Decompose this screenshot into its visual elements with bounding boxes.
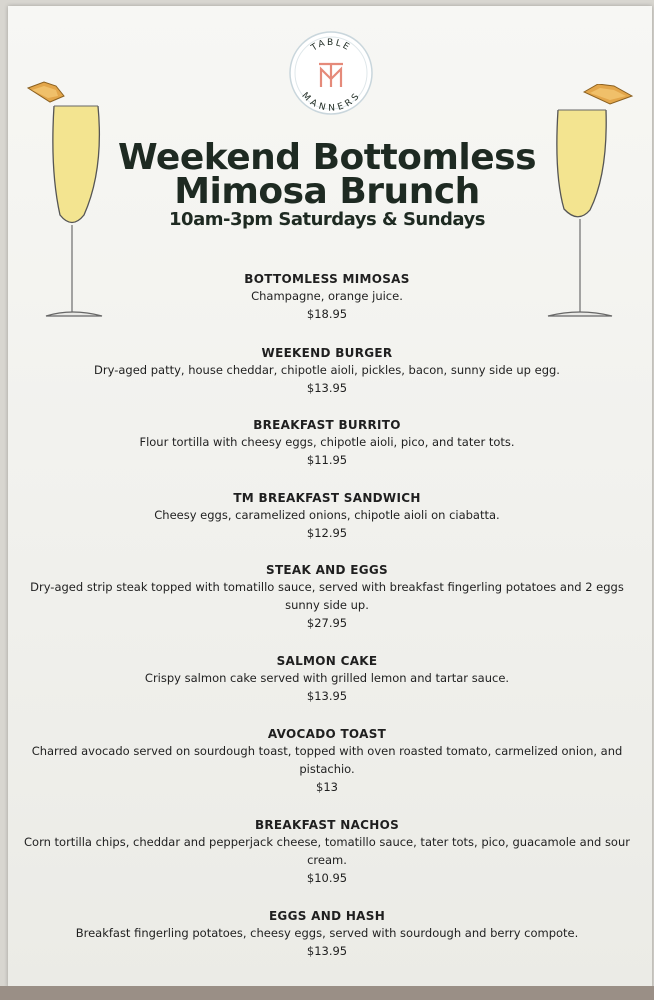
item-price: $13.95: [306, 944, 348, 958]
item-name: STEAK AND EGGS: [266, 563, 388, 577]
item-name: EGGS AND HASH: [268, 909, 386, 923]
item-name: WEEKEND BURGER: [261, 346, 393, 360]
item-description: Breakfast fingerling potatoes, cheesy eggs, served with sourdough and berry compote.: [75, 926, 579, 940]
item-price: $13: [316, 780, 338, 794]
headline-line1: Weekend Bottomless: [117, 137, 537, 178]
menu-item: [20, 908, 634, 960]
headline-hours: 10am-3pm Saturdays & Sundays: [169, 209, 485, 230]
item-price: $13.95: [306, 381, 348, 395]
menu-item: [20, 417, 634, 469]
item-price: $10.95: [306, 871, 348, 885]
table-manners-logo: [289, 31, 373, 115]
item-description: Corn tortilla chips, cheddar and pepperjack cheese, tomatillo sauce, tater tots, pico, guacamole and sour cream.: [24, 835, 630, 867]
item-price: $27.95: [306, 616, 348, 630]
item-name: BOTTOMLESS MIMOSAS: [244, 272, 410, 286]
item-price: $11.95: [306, 453, 348, 467]
item-name: BREAKFAST BURRITO: [253, 418, 401, 432]
item-description: Charred avocado served on sourdough toast, topped with oven roasted tomato, carmelized onion, and pistachio.: [31, 744, 623, 776]
item-description: Dry-aged strip steak topped with tomatillo sauce, served with breakfast fingerling potatoes and 2 eggs sunny side up.: [30, 580, 624, 612]
logo-text-bottom: MANNERS: [299, 90, 363, 114]
floor-edge: [0, 986, 654, 1000]
item-price: $12.95: [306, 526, 348, 540]
headline-line2: Mimosa Brunch: [174, 171, 480, 212]
item-name: BREAKFAST NACHOS: [254, 818, 400, 832]
menu-item: [20, 817, 634, 887]
item-name: AVOCADO TOAST: [267, 727, 387, 741]
logo-text-top: TABLE: [309, 37, 353, 54]
item-price: $13.95: [306, 689, 348, 703]
menu-item: [20, 271, 634, 323]
menu-item: [20, 345, 634, 397]
menu-item: [20, 653, 634, 705]
item-description: Dry-aged patty, house cheddar, chipotle aioli, pickles, bacon, sunny side up egg.: [94, 363, 560, 377]
item-description: Cheesy eggs, caramelized onions, chipotle aioli on ciabatta.: [154, 508, 500, 522]
menu-item: [20, 726, 634, 796]
item-name: TM BREAKFAST SANDWICH: [233, 491, 421, 505]
item-description: Crispy salmon cake served with grilled lemon and tartar sauce.: [144, 671, 510, 685]
item-price: $18.95: [306, 307, 348, 321]
menu-item: [20, 562, 634, 632]
item-name: SALMON CAKE: [276, 654, 378, 668]
item-description: Flour tortilla with cheesy eggs, chipotle aioli, pico, and tater tots.: [139, 435, 515, 449]
item-description: Champagne, orange juice.: [251, 289, 403, 303]
menu-item: [20, 490, 634, 542]
